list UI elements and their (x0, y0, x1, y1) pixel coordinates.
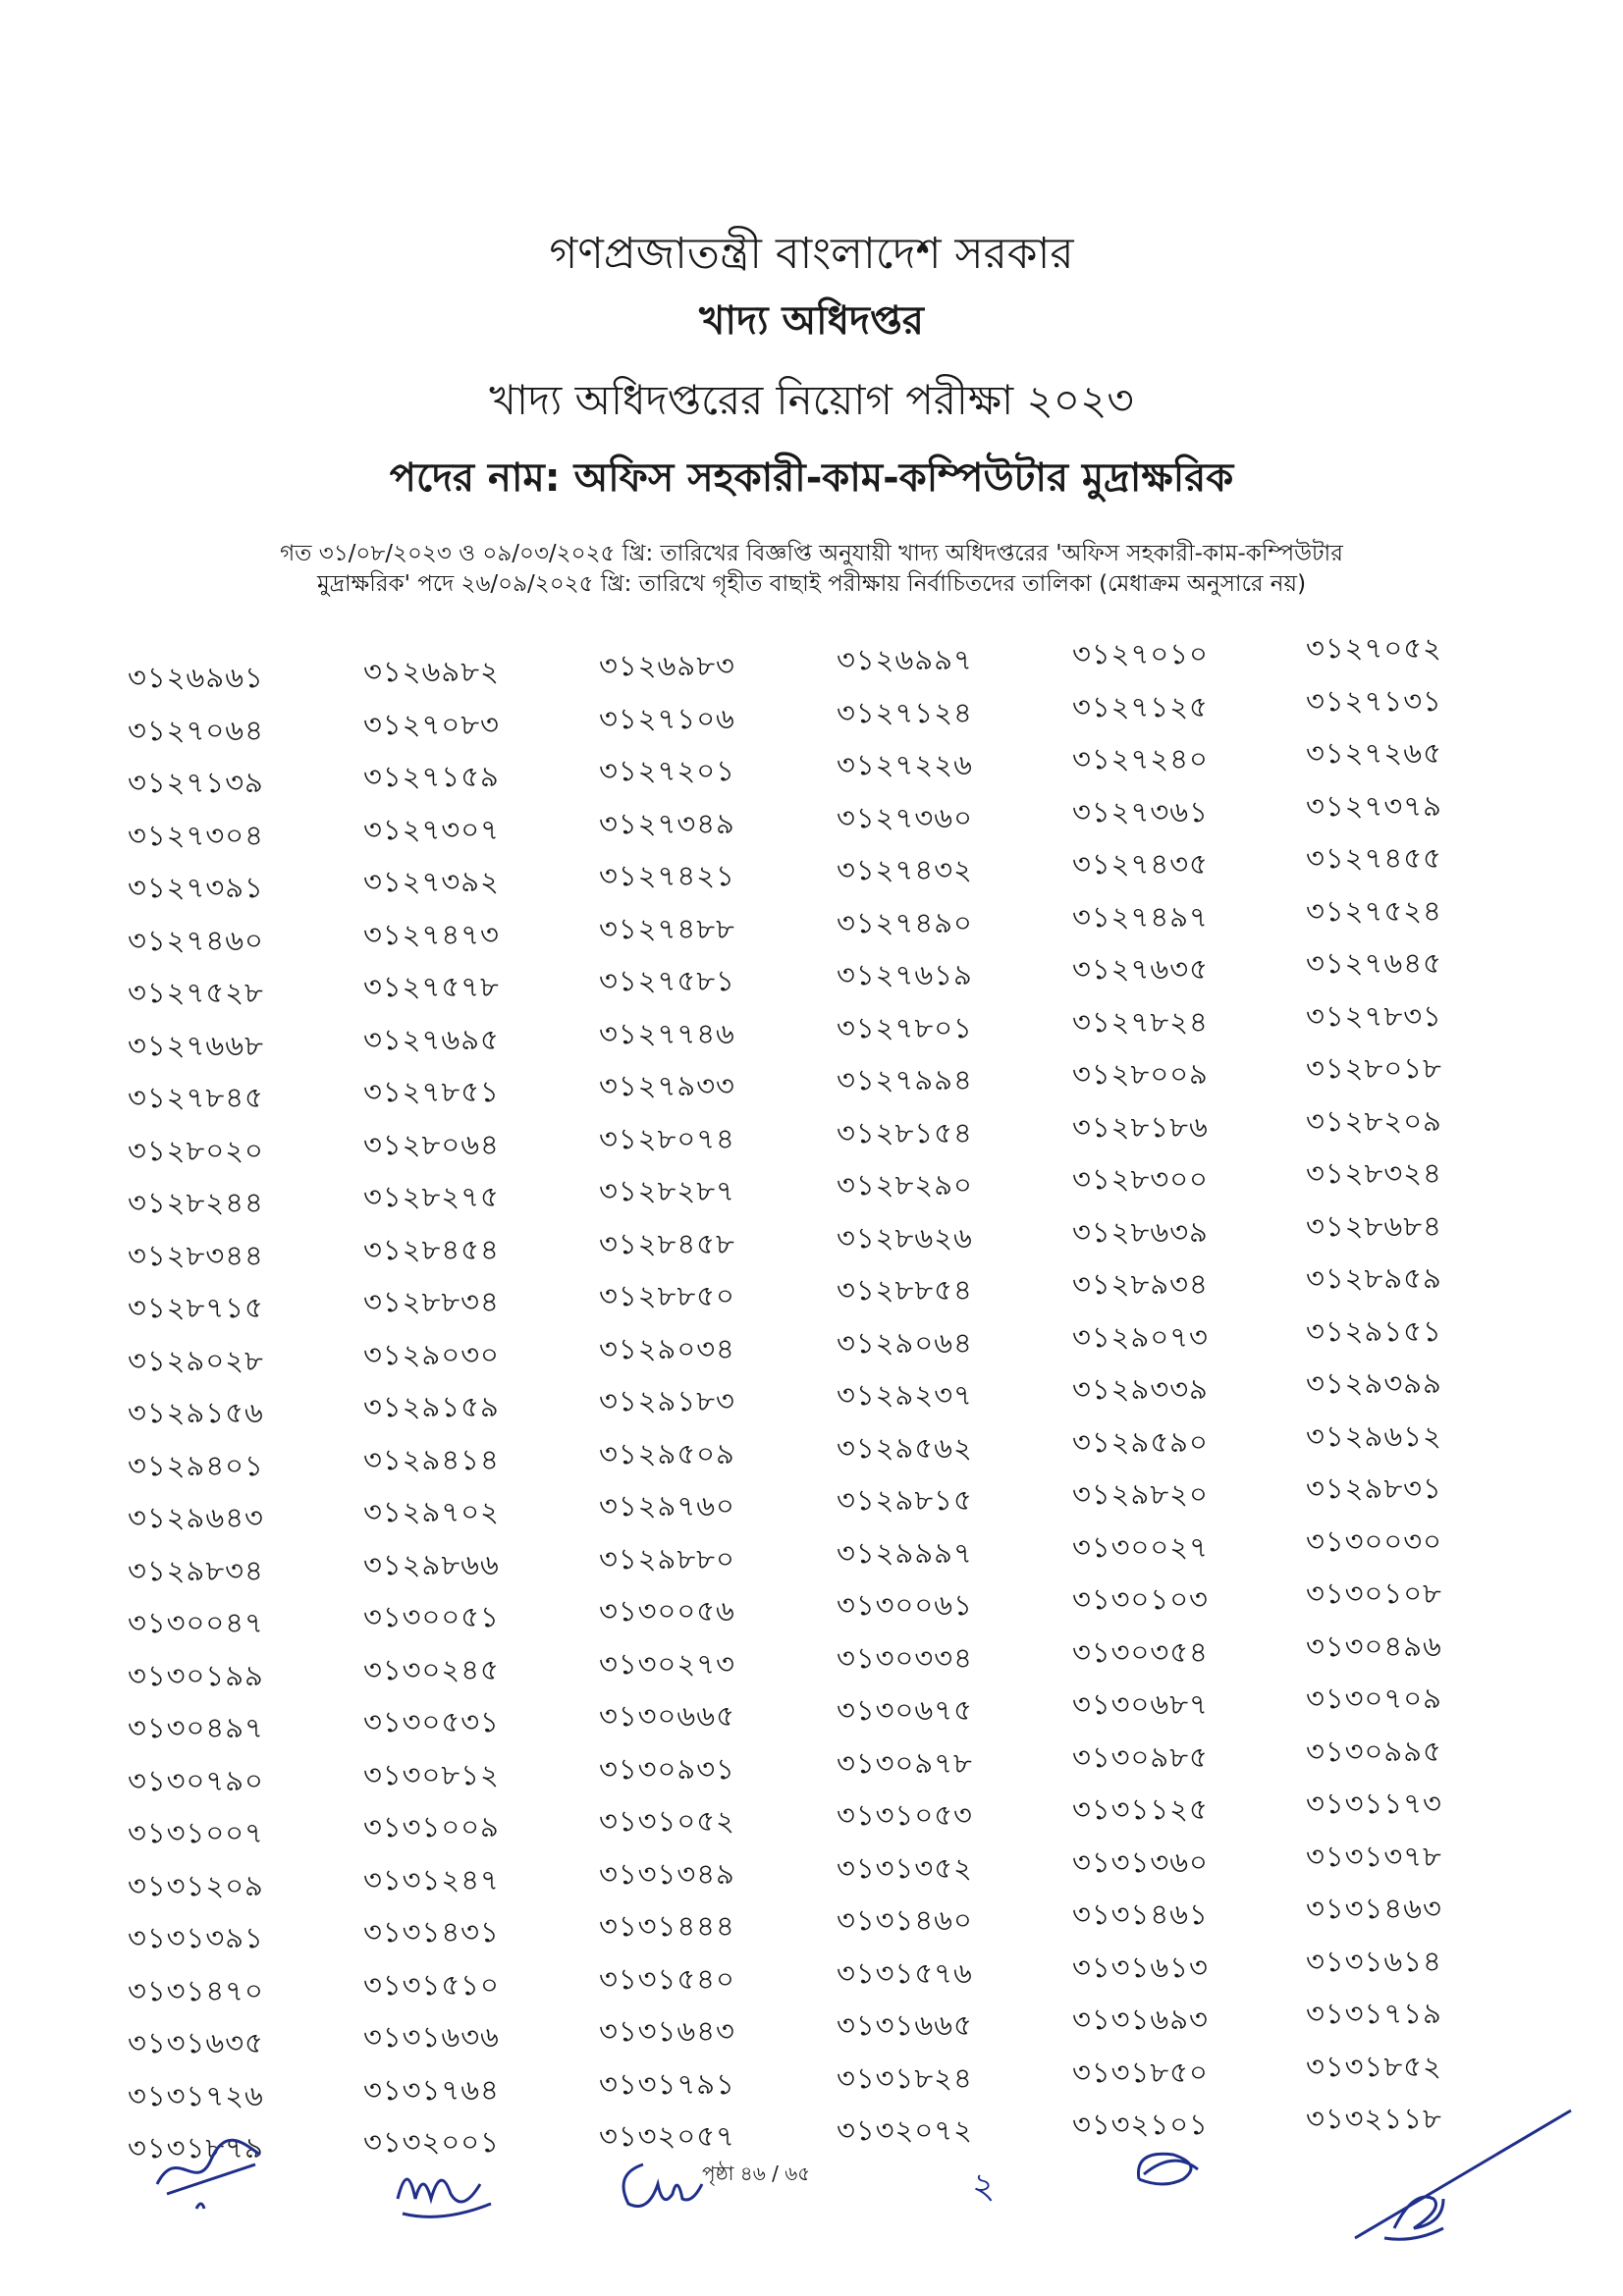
roll-number: ৩১৩০৮১২ (363, 1757, 500, 1791)
government-title: গণপ্রজাতন্ত্রী বাংলাদেশ সরকার (549, 229, 1074, 279)
roll-number: ৩১২৭২৬৫ (1306, 736, 1442, 770)
roll-number: ৩১২৭৩০৪ (128, 818, 264, 852)
notice-line-1: গত ৩১/০৮/২০২৩ ও ০৯/০৩/২০২৫ খ্রি: তারিখের বিজ্ঞপ্তি অনুযায়ী খাদ্য অধিদপ্তরের 'অফিস সহকারী-কাম-কম্পিউটার (280, 541, 1343, 566)
roll-number: ৩১২৭৩৯২ (363, 865, 500, 898)
signature-4 (1119, 2130, 1227, 2209)
roll-number: ৩১৩১৬৬৫ (837, 2008, 973, 2042)
roll-number: ৩১২৭৪৮৮ (599, 911, 735, 945)
roll-number: ৩১২৮৩২৪ (1306, 1156, 1442, 1190)
roll-number: ৩১২৮৭১৫ (128, 1291, 264, 1324)
roll-number: ৩১৩০০৩০ (1306, 1523, 1442, 1558)
roll-number: ৩১৩০২৭৩ (599, 1646, 735, 1681)
roll-number: ৩১২৮৪৫৮ (599, 1226, 735, 1260)
roll-number: ৩১২৮১৫৪ (837, 1115, 973, 1149)
roll-number: ৩১৩০৩৩৪ (837, 1640, 973, 1675)
roll-number: ৩১২৭৪৫৫ (1306, 841, 1442, 875)
roll-number: ৩১২৮০৭৪ (599, 1121, 735, 1155)
roll-number: ৩১২৭৯৩৩ (599, 1069, 735, 1102)
roll-number: ৩১২৯৩৯৯ (1306, 1366, 1442, 1400)
roll-number: ৩১২৭৬৯৫ (363, 1022, 500, 1056)
roll-number: ৩১২৭১০৬ (599, 701, 735, 735)
roll-number: ৩১২৮০১৮ (1306, 1051, 1442, 1085)
roll-number: ৩১২৯২৩৭ (837, 1378, 973, 1412)
signature-2 (383, 2140, 530, 2238)
roll-number: ৩১৩০১০৩ (1072, 1582, 1209, 1616)
roll-number: ৩১৩১৮২৪ (837, 2060, 973, 2095)
roll-number: ৩১২৭৮৪৫ (128, 1081, 264, 1114)
roll-number: ৩১২৬৯৮২ (363, 655, 500, 688)
roll-number: ৩১২৬৯৯৭ (837, 643, 973, 676)
department-title: খাদ্য অধিদপ্তর (699, 298, 924, 344)
roll-number: ৩১২৯৬১২ (1306, 1418, 1442, 1453)
roll-number-grid (128, 626, 1502, 2164)
roll-number: ৩১২৯৮৩১ (1306, 1471, 1442, 1505)
roll-number: ৩১৩০৫৩১ (363, 1705, 500, 1738)
roll-number: ৩১৩১৪৬০ (837, 1903, 973, 1937)
roll-number: ৩১৩০৯৮৫ (1072, 1739, 1209, 1774)
roll-number: ৩১২৮২৯০ (837, 1168, 973, 1201)
exam-title: খাদ্য অধিদপ্তরের নিয়োগ পরীক্ষা ২০২৩ (489, 376, 1134, 424)
roll-number: ৩১২৮২০৯ (1306, 1103, 1442, 1138)
roll-number: ৩১৩১৩৪৯ (599, 1856, 735, 1891)
roll-number: ৩১২৭২২৬ (837, 748, 973, 781)
roll-number: ৩১৩১৬৩৫ (128, 2026, 264, 2059)
roll-number: ৩১৩১৪৬৩ (1306, 1892, 1442, 1925)
roll-number: ৩১২৭৩০৭ (363, 812, 500, 846)
roll-number: ৩১২৭৪৯০ (837, 905, 973, 939)
roll-number: ৩১৩১৪৩১ (363, 1915, 500, 1949)
roll-number: ৩১৩১৩৭৮ (1306, 1839, 1442, 1873)
roll-number: ৩১২৯৭৬০ (599, 1489, 735, 1522)
notice-line-2: মুদ্রাক্ষরিক' পদে ২৬/০৯/২০২৫ খ্রি: তারিখে গৃহীত বাছাই পরীক্ষায় নির্বাচিতদের তালিকা (মেধাক্রম অনুসারে নয়) (316, 571, 1307, 597)
roll-number: ৩১৩০২৪৫ (363, 1652, 500, 1686)
roll-number: ৩১২৮৯৫৯ (1306, 1261, 1442, 1295)
roll-number: ৩১২৮২৭৫ (363, 1180, 500, 1213)
roll-number: ৩১৩০০৫১ (363, 1600, 500, 1633)
roll-number: ৩১৩২১০১ (1072, 2108, 1209, 2141)
handwritten-mark: ২ (972, 2166, 996, 2207)
roll-number: ৩১৩১৩৫২ (837, 1850, 973, 1885)
roll-number: ৩১৩১০৫৩ (837, 1798, 973, 1832)
roll-number: ৩১২৭৫৮১ (599, 964, 735, 997)
roll-number: ৩১২৭৩৯১ (128, 871, 264, 904)
roll-number: ৩১৩০৬৭৫ (837, 1693, 973, 1727)
roll-number: ৩১২৭৪৬০ (128, 923, 264, 957)
roll-number: ৩১২৭০৮৩ (363, 707, 500, 741)
roll-number: ৩১৩১০৫২ (599, 1804, 735, 1838)
roll-number: ৩১২৭৫৭৮ (363, 970, 500, 1003)
roll-number: ৩১২৮৮৩৪ (363, 1285, 500, 1318)
roll-number: ৩১৩০৬৮৭ (1072, 1687, 1209, 1721)
roll-number: ৩১২৭১৫৯ (363, 760, 500, 793)
roll-number: ৩১৩০৯৭৮ (837, 1745, 973, 1780)
signature-5 (1335, 2091, 1581, 2258)
roll-number: ৩১২৮৬৩৯ (1072, 1214, 1209, 1249)
roll-number: ৩১২৭৩৭৯ (1306, 788, 1442, 823)
roll-number: ৩১২৭৮৫১ (363, 1075, 500, 1108)
roll-number: ৩১২৭৬৪৫ (1306, 946, 1442, 980)
roll-number: ৩১২৯০২৮ (128, 1343, 264, 1377)
roll-number: ৩১২৯৫৯০ (1072, 1424, 1209, 1459)
roll-number: ৩১৩১৬১৪ (1306, 1944, 1442, 1978)
roll-number: ৩১২৮২৪৪ (128, 1186, 264, 1219)
roll-number: ৩১২৬৯৬১ (128, 661, 264, 694)
roll-number: ৩১২৭৮৩১ (1306, 998, 1442, 1033)
roll-number: ৩১৩১৭১৯ (1306, 1997, 1442, 2030)
roll-number: ৩১৩১৬৪৩ (599, 2014, 735, 2048)
roll-number: ৩১২৯৮৩৪ (128, 1553, 264, 1587)
roll-number: ৩১২৭৬১৯ (837, 958, 973, 991)
roll-number: ৩১৩১৭২৬ (128, 2078, 264, 2112)
roll-number: ৩১২৮১৮৬ (1072, 1109, 1209, 1144)
roll-number: ৩১২৭১৩১ (1306, 683, 1442, 718)
roll-number: ৩১২৮০৬৪ (363, 1127, 500, 1161)
roll-number: ৩১২৯৯৯৭ (837, 1535, 973, 1570)
roll-number: ৩১৩০৪৯৭ (128, 1711, 264, 1744)
roll-number: ৩১২৯৮৬৬ (363, 1547, 500, 1581)
roll-number: ৩১২৭২৪০ (1072, 742, 1209, 775)
roll-number: ৩১৩১৩৯১ (128, 1921, 264, 1954)
roll-number: ৩১২৭০৬৪ (128, 713, 264, 747)
roll-number: ৩১৩০৯৯৫ (1306, 1734, 1442, 1768)
roll-number: ৩১৩০৬৬৫ (599, 1699, 735, 1733)
roll-number: ৩১২৭৬৩৫ (1072, 952, 1209, 986)
roll-number: ৩১৩০৯৩১ (599, 1751, 735, 1786)
roll-number: ৩১৩১৫৭৬ (837, 1955, 973, 1990)
roll-number: ৩১২৯০৬৪ (837, 1325, 973, 1360)
roll-number: ৩১২৭৩৬০ (837, 800, 973, 834)
roll-number: ৩১২৭১২৫ (1072, 689, 1209, 723)
page-number: পৃষ্ঠা ৪৬ / ৬৫ (702, 2162, 811, 2185)
roll-number: ৩১২৯৮২০ (1072, 1477, 1209, 1511)
roll-number: ৩১৩১৩৬০ (1072, 1844, 1209, 1879)
roll-number: ৩১২৮৪৫৪ (363, 1232, 500, 1266)
roll-number: ৩১২৮৯৩৪ (1072, 1267, 1209, 1301)
roll-number: ৩১২৯১৫৬ (128, 1396, 264, 1429)
roll-number: ৩১২৯৪০১ (128, 1448, 264, 1482)
roll-number: ৩১২৭৪৯৭ (1072, 899, 1209, 934)
post-name-title: পদের নাম: অফিস সহকারী-কাম-কম্পিউটার মুদ্রাক্ষরিক (389, 455, 1234, 501)
roll-number: ৩১২৮০২০ (128, 1133, 264, 1167)
roll-number: ৩১৩২১১৮ (1306, 2102, 1442, 2135)
roll-number: ৩১২৭৪৭৩ (363, 917, 500, 951)
roll-number: ৩১২৮৩৪৪ (128, 1238, 264, 1272)
roll-number: ৩১৩০৪৯৬ (1306, 1629, 1442, 1663)
roll-number: ৩১২৭০১০ (1072, 637, 1209, 670)
roll-number: ৩১৩১৬১৩ (1072, 1949, 1209, 1984)
roll-number: ৩১৩০৭০৯ (1306, 1682, 1442, 1715)
roll-number: ৩১২৮৮৫৪ (837, 1273, 973, 1307)
roll-number: ৩১২৯০৩০ (363, 1337, 500, 1371)
roll-number: ৩১৩১২০৯ (128, 1868, 264, 1902)
roll-number: ৩১২৮৬২৬ (837, 1220, 973, 1255)
roll-number: ৩১৩১৮৫০ (1072, 2055, 1209, 2089)
roll-number: ৩১২৭২০১ (599, 754, 735, 787)
roll-number: ৩১৩০৭৯০ (128, 1763, 264, 1797)
roll-number: ৩১৩০০২৭ (1072, 1529, 1209, 1564)
roll-number: ৩১২৮০০৯ (1072, 1057, 1209, 1091)
roll-number: ৩১২৯১৫১ (1306, 1313, 1442, 1348)
roll-number: ৩১২৯৮৮০ (599, 1541, 735, 1575)
roll-number: ৩১৩১৭৬৪ (363, 2072, 500, 2107)
roll-number: ৩১২৯৭০২ (363, 1495, 500, 1528)
roll-number: ৩১২৯০৭৩ (1072, 1319, 1209, 1354)
roll-number: ৩১২৭৫২৮ (128, 976, 264, 1009)
roll-number: ৩১৩১০০৯ (363, 1810, 500, 1843)
roll-number: ৩১২৯০৩৪ (599, 1331, 735, 1365)
roll-number: ৩১২৭৭৪৬ (599, 1016, 735, 1050)
roll-number: ৩১৩০০৫৬ (599, 1594, 735, 1628)
roll-number: ৩১৩১২৪৭ (363, 1862, 500, 1896)
roll-number: ৩১২৭৬৬৮ (128, 1028, 264, 1062)
roll-number: ৩১৩১৪৪৪ (599, 1909, 735, 1943)
roll-number: ৩১২৭০৫২ (1306, 631, 1442, 665)
roll-number: ৩১৩২০৭২ (837, 2113, 973, 2147)
roll-number: ৩১৩২০০১ (363, 2125, 500, 2159)
roll-number: ৩১২৮২৮৭ (599, 1174, 735, 1207)
roll-number: ৩১২৯৩৩৯ (1072, 1372, 1209, 1406)
roll-number: ৩১২৯৪১৪ (363, 1442, 500, 1476)
roll-number: ৩১৩০০৬১ (837, 1588, 973, 1622)
roll-number: ৩১৩১৭৯১ (599, 2066, 735, 2101)
roll-number: ৩১৩০৩৫৪ (1072, 1634, 1209, 1669)
roll-number: ৩১২৭৩৬১ (1072, 794, 1209, 828)
roll-number: ৩১২৮৬৮৪ (1306, 1208, 1442, 1243)
roll-number: ৩১২৭৪২১ (599, 859, 735, 892)
roll-number: ৩১২৯৫৬২ (837, 1430, 973, 1465)
roll-number: ৩১২৯১৮৩ (599, 1384, 735, 1417)
roll-number: ৩১২৭১২৪ (837, 695, 973, 729)
roll-number: ৩১২৭৯৯৪ (837, 1063, 973, 1096)
roll-number: ৩১২৭৪৩৫ (1072, 847, 1209, 881)
roll-number: ৩১২৯৬৪৩ (128, 1501, 264, 1534)
roll-number: ৩১৩০১৯৯ (128, 1658, 264, 1692)
roll-number: ৩১৩১৪৬১ (1072, 1897, 1209, 1931)
roll-number: ৩১৩০০৪৭ (128, 1606, 264, 1639)
roll-number: ৩১৩১৮৫২ (1306, 2049, 1442, 2083)
roll-number: ৩১৩১৬৯৩ (1072, 2002, 1209, 2036)
roll-number: ৩১২৭৮২৪ (1072, 1004, 1209, 1039)
roll-number: ৩১৩১৪৭০ (128, 1973, 264, 2007)
roll-number: ৩১৩১৬৩৬ (363, 2020, 500, 2054)
roll-number: ৩১২৯৮১৫ (837, 1483, 973, 1517)
roll-number: ৩১২৭৩৪৯ (599, 806, 735, 840)
roll-number: ৩১৩১৫১০ (363, 1967, 500, 2002)
roll-number: ৩১২৭৮০১ (837, 1010, 973, 1044)
roll-number: ৩১২৭১৩৯ (128, 766, 264, 799)
signature-1 (137, 2125, 285, 2223)
roll-number: ৩১৩১১২৫ (1072, 1792, 1209, 1826)
roll-number: ৩১২৬৯৮৩ (599, 649, 735, 682)
roll-number: ৩১৩১০০৭ (128, 1816, 264, 1849)
roll-number: ৩১২৯৫০৯ (599, 1436, 735, 1470)
roll-number: ৩১৩১৫৪০ (599, 1961, 735, 1996)
roll-number: ৩১৩১৮৭৯ (128, 2131, 264, 2164)
roll-number: ৩১৩১১৭৩ (1306, 1787, 1442, 1820)
roll-number: ৩১২৮৮৫০ (599, 1279, 735, 1312)
roll-number: ৩১২৭৪৩২ (837, 853, 973, 886)
roll-number: ৩১২৯১৫৯ (363, 1390, 500, 1423)
roll-number: ৩১৩০১০৮ (1306, 1576, 1442, 1610)
roll-number: ৩১৩২০৫৭ (599, 2119, 735, 2153)
roll-number: ৩১২৮৩০০ (1072, 1162, 1209, 1196)
roll-number: ৩১২৭৫২৪ (1306, 893, 1442, 928)
